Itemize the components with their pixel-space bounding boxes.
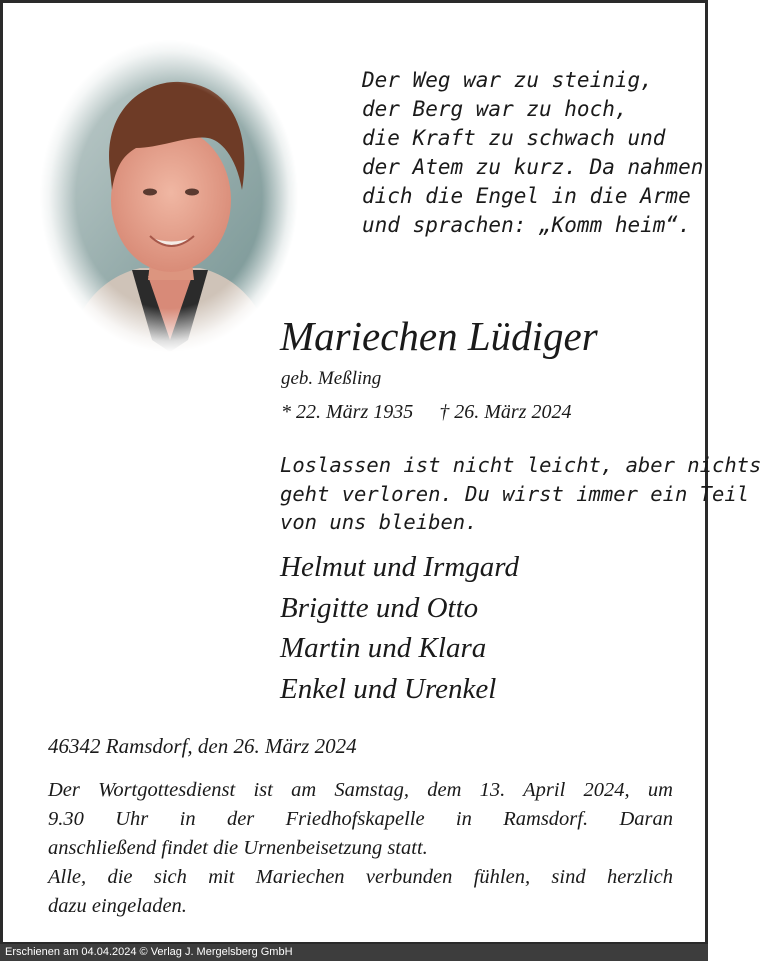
life-dates	[281, 401, 597, 424]
portrait-photo	[40, 40, 298, 352]
mourner-item: Brigitte und Otto	[280, 591, 479, 624]
portrait-image	[40, 40, 298, 352]
service-notice: Der Wortgottesdienst ist am Samstag, dem 13. April 2024, um 9.30 Uhr in der Friedhofskapelle in Ramsdorf. Daran anschließend findet die Urnenbeisetzung statt. Alle, die sich mit Mariechen verbunden fühlen, sind herzlich dazu eingeladen.	[48, 779, 673, 917]
place-and-date: 46342 Ramsdorf, den 26. März 2024	[48, 734, 357, 758]
death-date: † 26. März 2024	[439, 401, 572, 423]
publication-footer: Erschienen am 04.04.2024 © Verlag J. Mergelsberg GmbH	[0, 944, 708, 961]
mourners-list	[280, 547, 519, 709]
birth-date: * 22. März 1935	[281, 401, 414, 423]
farewell-quote: Loslassen ist nicht leicht, aber nichts geht verloren. Du wirst immer ein Teil von uns bleiben.	[280, 453, 761, 534]
mourner-item: Helmut und Irmgard	[280, 551, 519, 583]
maiden-name: geb. Meßling	[281, 368, 382, 389]
mourner-item: Enkel und Urenkel	[280, 672, 497, 705]
poem-text: Der Weg war zu steinig, der Berg war zu hoch, die Kraft zu schwach und der Atem zu kurz. Da nahmen dich die Engel in die Arme und sprachen: „Komm heim“.	[362, 68, 704, 237]
deceased-name: Mariechen Lüdiger	[280, 313, 598, 359]
mourner-item: Martin und Klara	[280, 632, 487, 664]
